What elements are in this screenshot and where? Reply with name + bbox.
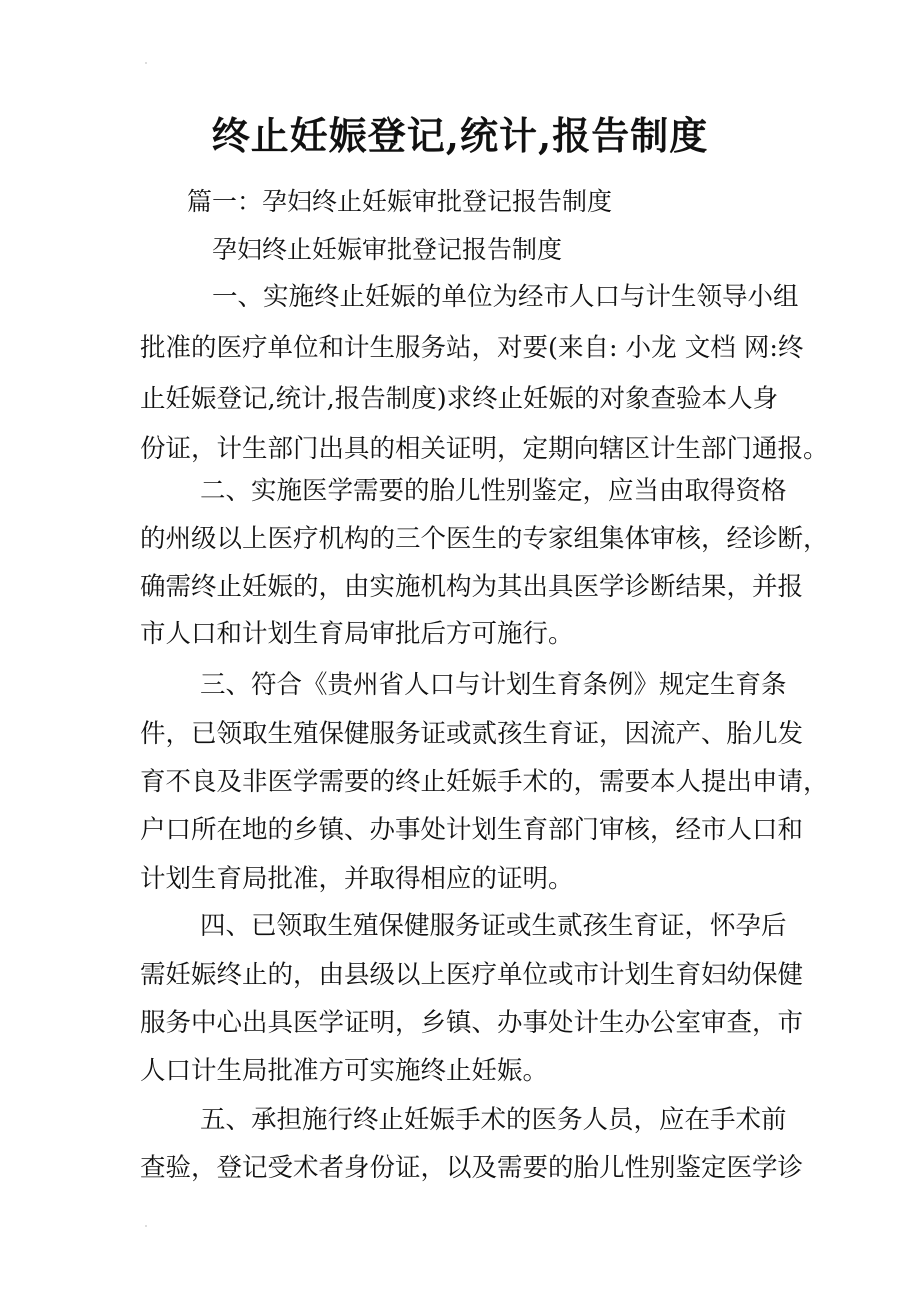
section-subtitle: 孕妇终止妊娠审批登记报告制度 xyxy=(212,235,563,264)
body-line: 份证，计生部门出具的相关证明，定期向辖区计生部门通报。 xyxy=(140,434,829,464)
body-line: 止妊娠登记,统计,报告制度)求终止妊娠的对象查验本人身 xyxy=(140,384,779,414)
body-line: 市人口和计划生育局审批后方可施行。 xyxy=(140,619,574,649)
document-title: 终止妊娠登记,统计,报告制度 xyxy=(211,113,709,158)
section-heading: 篇一：孕妇终止妊娠审批登记报告制度 xyxy=(187,187,613,216)
body-line: 二、实施医学需要的胎儿性别鉴定，应当由取得资格 xyxy=(200,476,787,506)
body-line: 服务中心出具医学证明，乡镇、办事处计生办公室审查，市 xyxy=(140,1008,804,1038)
body-line: 的州级以上医疗机构的三个医生的专家组集体审核，经诊断， xyxy=(140,524,829,554)
body-line: 育不良及非医学需要的终止妊娠手术的，需要本人提出申请， xyxy=(140,767,829,797)
body-line: 批准的医疗单位和计生服务站，对要(来自: 小龙 文档 网:终 xyxy=(140,333,804,363)
body-line: 四、已领取生殖保健服务证或生贰孩生育证，怀孕后 xyxy=(200,911,787,941)
body-line: 三、符合《贵州省人口与计划生育条例》规定生育条 xyxy=(200,670,787,700)
body-line: 五、承担施行终止妊娠手术的医务人员，应在手术前 xyxy=(200,1105,787,1135)
body-line: 户口所在地的乡镇、办事处计划生育部门审核，经市人口和 xyxy=(140,815,804,845)
body-line: 需妊娠终止的，由县级以上医疗单位或市计划生育妇幼保健 xyxy=(140,960,804,990)
body-line: 一、实施终止妊娠的单位为经市人口与计生领导小组 xyxy=(212,282,799,312)
body-line: 查验，登记受术者身份证，以及需要的胎儿性别鉴定医学诊 xyxy=(140,1153,804,1183)
scan-speck xyxy=(145,1225,147,1227)
body-line: 计划生育局批准，并取得相应的证明。 xyxy=(140,864,574,894)
body-line: 人口计生局批准方可实施终止妊娠。 xyxy=(140,1056,549,1086)
scan-speck xyxy=(145,62,147,64)
body-line: 件，已领取生殖保健服务证或贰孩生育证，因流产、胎儿发 xyxy=(140,719,804,749)
body-line: 确需终止妊娠的，由实施机构为其出具医学诊断结果，并报 xyxy=(140,572,804,602)
